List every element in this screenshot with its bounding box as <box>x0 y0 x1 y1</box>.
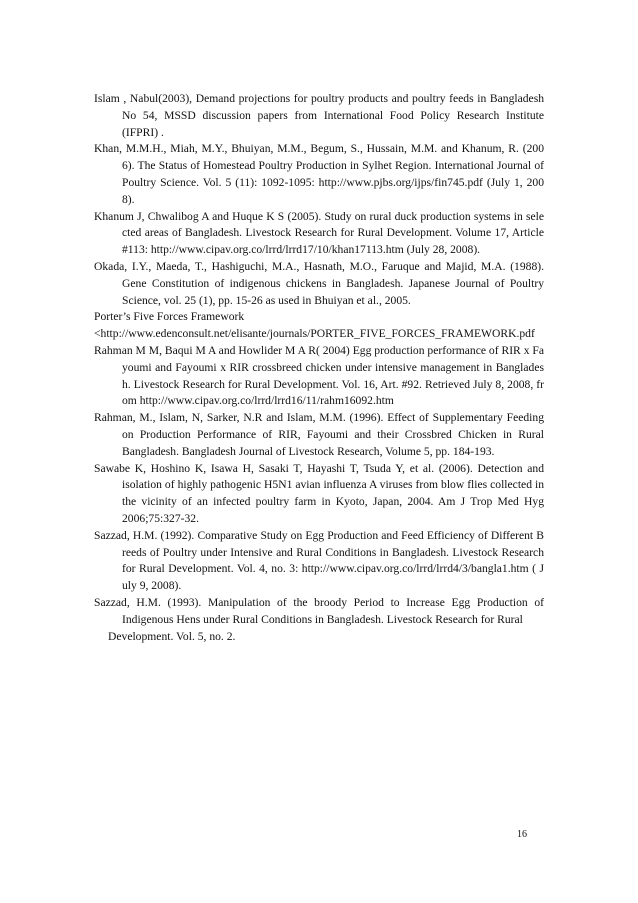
page-number: 16 <box>517 829 527 840</box>
reference-text: Porter’s Five Forces Framework <box>94 310 245 324</box>
reference-list <box>94 91 544 645</box>
reference-porter-title <box>94 309 544 326</box>
reference-khanum-2005 <box>94 209 544 259</box>
reference-tail: Development. Vol. 5, no. 2. <box>108 629 236 643</box>
reference-text: Sazzad, H.M. (1993). Manipulation of the broody Period to Increase Egg Production of Indigenous Hens under Rural Conditions in Bangladesh. Livestock Research for Rural <box>94 595 544 626</box>
reference-sazzad-1993 <box>94 595 544 645</box>
reference-text: Rahman M M, Baqui M A and Howlider M A R( 2004) Egg production performance of RIR x Fayoumi and Fayoumi x RIR crossbreed chicken under intensive management in Bangladesh. Livestock Research for Rural Development. Vol. 16, Art. #92. Retrieved July 8, 2008, from http://www.cipav.org.co/lrrd/lrrd16/11/rahm16092.htm <box>94 343 544 408</box>
reference-rahman-1996 <box>94 410 544 460</box>
reference-porter-url <box>94 326 544 343</box>
reference-text: Khanum J, Chwalibog A and Huque K S (2005). Study on rural duck production systems in selected areas of Bangladesh. Livestock Research for Rural Development. Volume 17, Article #113: http://www.cipav.org.co/lrrd/lrrd17/10/khan17113.htm (July 28, 2008). <box>94 209 544 257</box>
reference-text: Rahman, M., Islam, N, Sarker, N.R and Islam, M.M. (1996). Effect of Supplementary Feeding on Production Performance of RIR, Fayoumi and their Crossbred Chicken in Rural Bangladesh. Bangladesh Journal of Livestock Research, Volume 5, pp. 184-193. <box>94 411 544 458</box>
reference-okada-1988 <box>94 259 544 309</box>
reference-text: Sawabe K, Hoshino K, Isawa H, Sasaki T, Hayashi T, Tsuda Y, et al. (2006). Detection and isolation of highly pathogenic H5N1 avian influenza A viruses from blow flies collected in the vicinity of an infected poultry farm in Kyoto, Japan, 2004. Am J Trop Med Hyg 2006;75:327-32. <box>94 461 544 525</box>
reference-text: Sazzad, H.M. (1992). Comparative Study on Egg Production and Feed Efficiency of Different Breeds of Poultry under Intensive and Rural Conditions in Bangladesh. Livestock Research for Rural Development. Vol. 4, no. 3: http://www.cipav.org.co/lrrd/lrrd4/3/bangla1.htm ( July 9, 2008). <box>94 528 544 593</box>
reference-islam-2003 <box>94 91 544 141</box>
reference-khan-2006 <box>94 141 544 208</box>
reference-text: <http://www.edenconsult.net/elisante/journals/PORTER_FIVE_FORCES_FRAMEWORK.pdf <box>94 327 535 341</box>
reference-sazzad-1992 <box>94 528 544 595</box>
reference-text: Okada, I.Y., Maeda, T., Hashiguchi, M.A., Hasnath, M.O., Faruque and Majid, M.A. (1988). Gene Constitution of indigenous chickens in Bangladesh. Japanese Journal of Poultry Science, vol. 25 (1), pp. 15-26 as used in Bhuiyan et al., 2005. <box>94 259 544 307</box>
reference-text: Islam , Nabul(2003), Demand projections for poultry products and poultry feeds in Bangladesh No 54, MSSD discussion papers from International Food Policy Research Institute (IFPRI) . <box>94 92 544 139</box>
reference-sawabe-2006 <box>94 461 544 528</box>
reference-rahman-2004 <box>94 343 544 410</box>
reference-text: Khan, M.M.H., Miah, M.Y., Bhuiyan, M.M., Begum, S., Hussain, M.M. and Khanum, R. (2006). The Status of Homestead Poultry Production in Sylhet Region. International Journal of Poultry Science. Vol. 5 (11): 1092-1095: http://www.pjbs.org/ijps/fin745.pdf (July 1, 2008). <box>94 142 544 206</box>
